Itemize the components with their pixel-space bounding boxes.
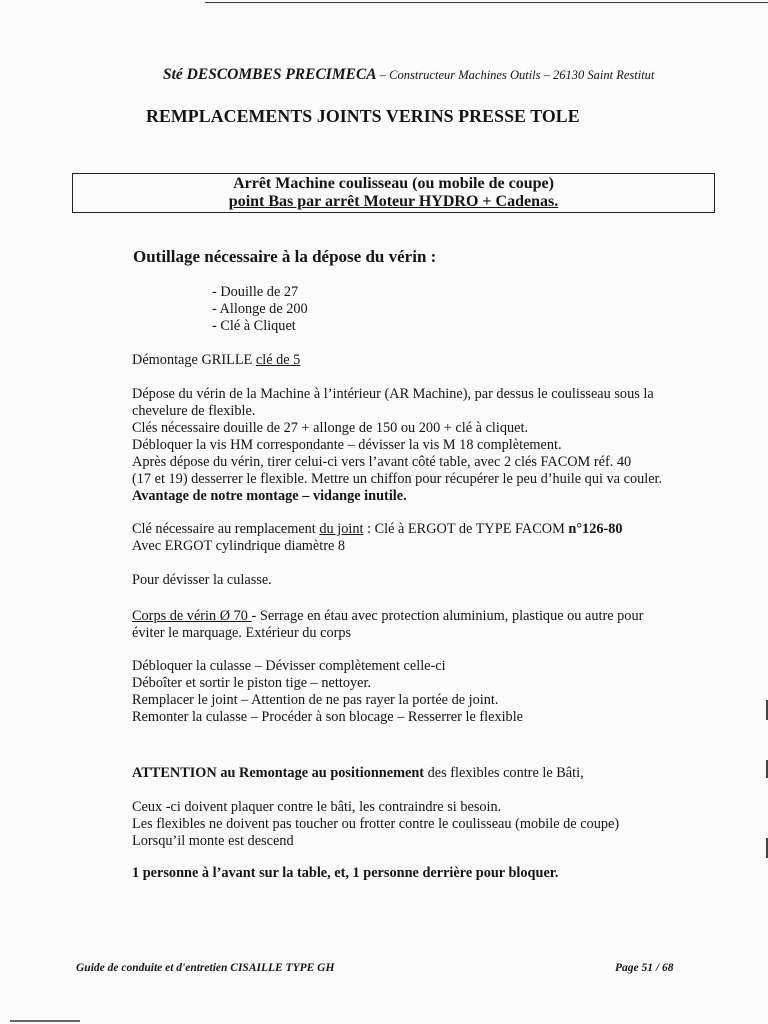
depose-line-3: Clés nécessaire douille de 27 + allonge de 150 ou 200 + clé à cliquet. bbox=[132, 420, 529, 436]
notice-box bbox=[72, 173, 715, 213]
page-title: REMPLACEMENTS JOINTS VERINS PRESSE TOLE bbox=[146, 106, 580, 126]
cle-joint-middle: : Clé à ERGOT de TYPE FACOM bbox=[363, 521, 569, 537]
flexibles-line: Les flexibles ne doivent pas toucher ou frotter contre le coulisseau (mobile de coupe) bbox=[132, 816, 620, 832]
step-line: Remonter la culasse – Procéder à son blocage – Resserrer le flexible bbox=[132, 709, 524, 725]
flexibles-line: Ceux -ci doivent plaquer contre le bâti, les contraindre si besoin. bbox=[132, 799, 502, 815]
company-name: Sté DESCOMBES PRECIMECA bbox=[163, 66, 377, 83]
tools-heading: Outillage nécessaire à la dépose du vérin : bbox=[133, 247, 437, 266]
cle-joint-underlined: du joint bbox=[319, 521, 364, 537]
cle-joint-line bbox=[132, 521, 623, 538]
list-item: - Douille de 27 bbox=[212, 284, 299, 300]
tools-list bbox=[212, 284, 308, 335]
scan-border-bottom bbox=[10, 1020, 80, 1022]
notice-line-1: Arrêt Machine coulisseau (ou mobile de coupe) bbox=[233, 175, 554, 192]
company-header bbox=[163, 66, 654, 84]
notice-line-2 bbox=[73, 193, 714, 211]
scan-border-top bbox=[205, 2, 768, 3]
step-line: Remplacer le joint – Attention de ne pas rayer la portée de joint. bbox=[132, 692, 499, 708]
corps-text: - Serrage en étau avec protection aluminium, plastique ou autre pour bbox=[251, 608, 644, 624]
footer-guide-title: Guide de conduite et d'entretien CISAILLE TYPE GH bbox=[76, 962, 335, 974]
list-item: - Clé à Cliquet bbox=[212, 318, 296, 334]
flexibles-line: Lorsqu’il monte est descend bbox=[132, 833, 294, 849]
depose-line-6: (17 et 19) desserrer le flexible. Mettre un chiffon pour récupérer le peu d’huile qui va couler. bbox=[132, 471, 663, 487]
step-line: Débloquer la culasse – Dévisser complètement celle-ci bbox=[132, 658, 446, 674]
attention-line bbox=[132, 765, 584, 782]
attention-bold: ATTENTION au Remontage au positionnement bbox=[132, 765, 425, 781]
list-item: - Allonge de 200 bbox=[212, 301, 308, 317]
corps-underlined: Corps de vérin Ø 70 bbox=[132, 608, 252, 624]
final-note: 1 personne à l’avant sur la table, et, 1 personne derrière pour bloquer. bbox=[132, 865, 559, 881]
company-tagline: – Constructeur Machines Outils – 26130 Saint Restitut bbox=[376, 68, 655, 82]
corps-line-2: éviter le marquage. Extérieur du corps bbox=[132, 625, 352, 641]
depose-line-5: Après dépose du vérin, tirer celui-ci vers l’avant côté table, avec 2 clés FACOM réf. 40 bbox=[132, 454, 632, 470]
grille-line bbox=[132, 352, 300, 369]
depose-line-7: Avantage de notre montage – vidange inutile. bbox=[132, 488, 407, 504]
attention-rest: des flexibles contre le Bâti, bbox=[424, 765, 584, 781]
cle-joint-line-2: Avec ERGOT cylindrique diamètre 8 bbox=[132, 538, 346, 554]
depose-line-2: chevelure de flexible. bbox=[132, 403, 256, 419]
grille-tool: clé de 5 bbox=[255, 352, 301, 368]
depose-line-1: Dépose du vérin de la Machine à l’intérieur (AR Machine), par dessus le coulisseau sous la bbox=[132, 386, 654, 402]
cle-joint-ref: n°126-80 bbox=[568, 521, 623, 537]
notice-line-2-text: point Bas par arrêt Moteur HYDRO + Cadenas. bbox=[228, 193, 559, 210]
footer-page-number: Page 51 / 68 bbox=[615, 962, 674, 974]
corps-line bbox=[132, 608, 643, 625]
grille-prefix: Démontage GRILLE bbox=[132, 352, 256, 368]
cle-joint-prefix: Clé nécessaire au remplacement bbox=[132, 521, 320, 537]
step-line: Déboîter et sortir le piston tige – nettoyer. bbox=[132, 675, 372, 691]
culasse-intro: Pour dévisser la culasse. bbox=[132, 572, 272, 588]
depose-line-4: Débloquer la vis HM correspondante – dévisser la vis M 18 complètement. bbox=[132, 437, 562, 453]
